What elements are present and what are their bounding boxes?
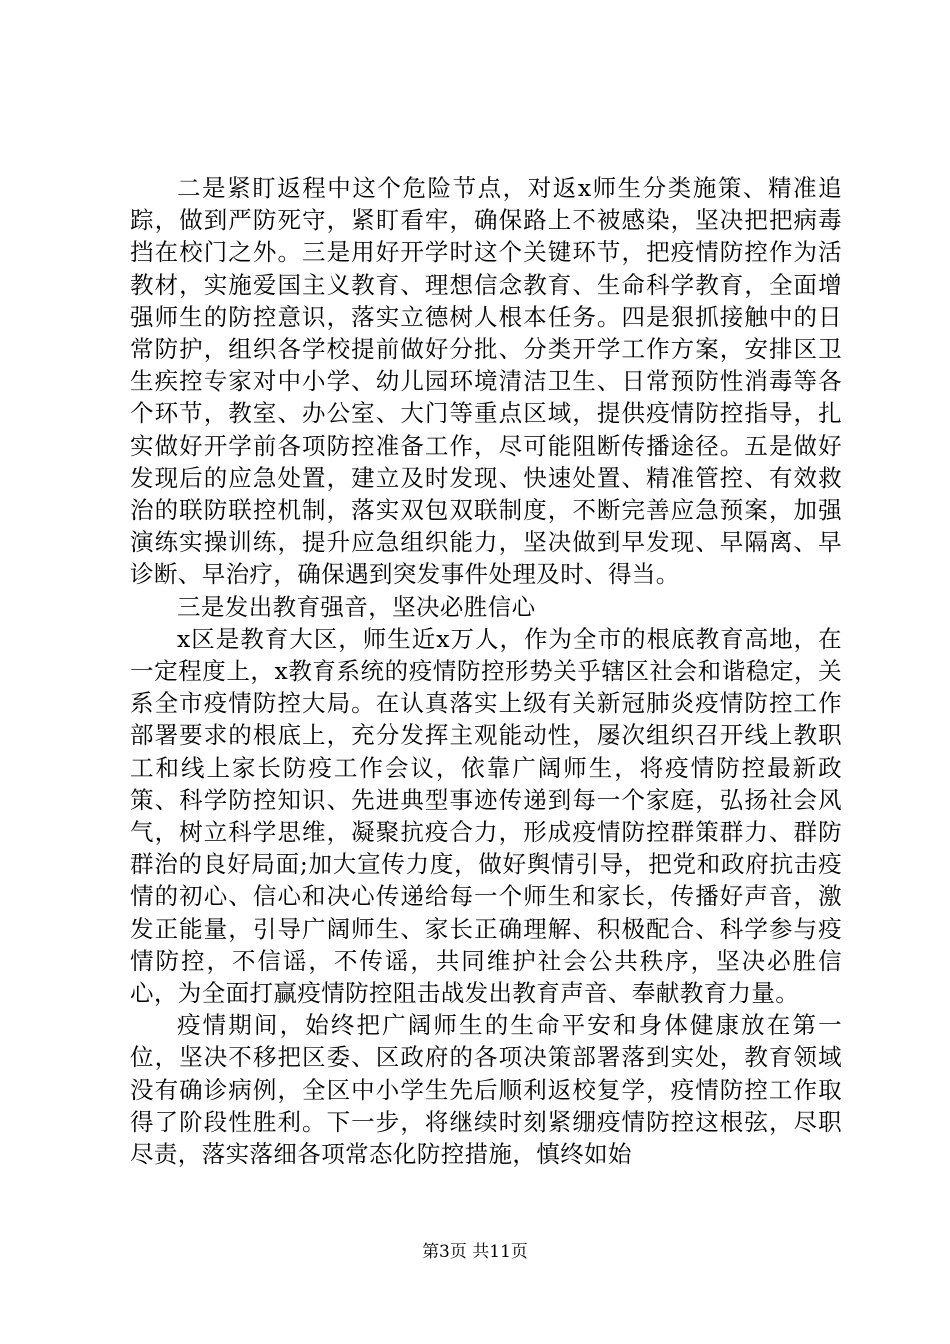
paragraph-heading-education-voice: 三是发出教育强音，坚决必胜信心: [177, 592, 536, 621]
document-body: [130, 172, 842, 1170]
paragraph-epidemic-summary: 疫情期间，始终把广阔师生的生命平安和身体健康放在第一位，坚决不移把区委、区政府的各项决策部署落到实处，教育领域没有确诊病例，全区中小学生先后顺利返校复学，疫情防控工作取得了阶段性胜利。下一步，将继续时刻紧绷疫情防控这根弦，尽职尽责，落实落细各项常态化防控措施，慎终如始: [130, 1011, 842, 1169]
paragraph-district-education: x区是教育大区，师生近x万人，作为全市的根底教育高地，在一定程度上，x教育系统的疫情防控形势关乎辖区社会和谐稳定，关系全市疫情防控大局。在认真落实上级有关新冠肺炎疫情防控工作部署要求的根底上，充分发挥主观能动性，屡次组织召开线上教职工和线上家长防疫工作会议，依靠广阔师生，将疫情防控最新政策、科学防控知识、先进典型事迹传递到每一个家庭，弘扬社会风气，树立科学思维，凝聚抗疫合力，形成疫情防控群策群力、群防群治的良好局面;加大宣传力度，做好舆情引导，把党和政府抗击疫情的初心、信心和决心传递给每一个师生和家长，传播好声音，激发正能量，引导广阔师生、家长正确理解、积极配合、科学参与疫情防控，不信谣，不传谣，共同维护社会公共秩序，坚决必胜信心，为全面打赢疫情防控阻击战发出教育声音、奉献教育力量。: [130, 624, 842, 1008]
paragraph-prevention-measures: 二是紧盯返程中这个危险节点，对返x师生分类施策、精准追踪，做到严防死守，紧盯看牢，确保路上不被感染，坚决把把病毒挡在校门之外。三是用好开学时这个关键环节，把疫情防控作为活教材，实施爱国主义教育、理想信念教育、生命科学教育，全面增强师生的防控意识，落实立德树人根本任务。四是狠抓接触中的日常防护，组织各学校提前做好分批、分类开学工作方案，安排区卫生疾控专家对中小学、幼儿园环境清洁卫生、日常预防性消毒等各个环节，教室、办公室、大门等重点区域，提供疫情防控指导，扎实做好开学前各项防控准备工作，尽可能阻断传播途径。五是做好发现后的应急处置，建立及时发现、快速处置、精准管控、有效救治的联防联控机制，落实双包双联制度，不断完善应急预案，加强演练实操训练，提升应急组织能力，坚决做到早发现、早隔离、早诊断、早治疗，确保遇到突发事件处理及时、得当。: [130, 174, 842, 589]
page-footer: 第3页 共11页: [422, 1242, 528, 1262]
